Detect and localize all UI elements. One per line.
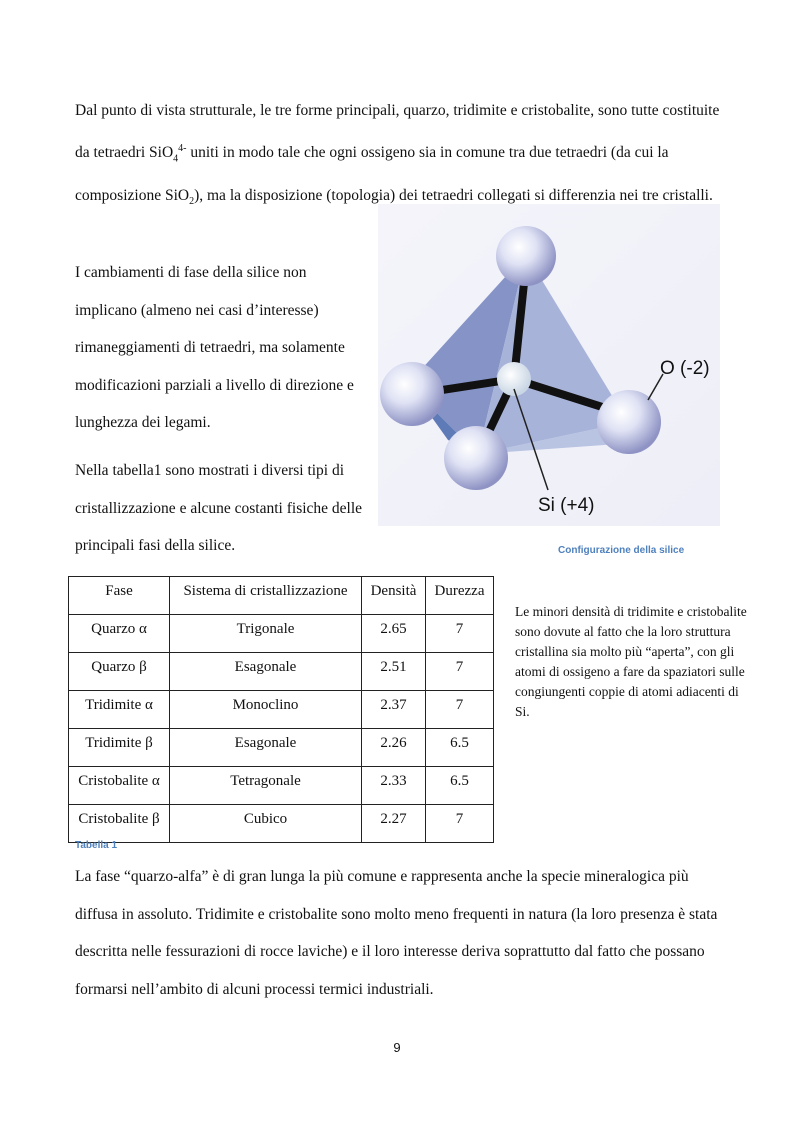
table-row [69,729,494,767]
table-cell: 2.33 [362,767,426,805]
table-cell: 2.51 [362,653,426,691]
table-cell: 2.26 [362,729,426,767]
table-cell: Cristobalite α [69,767,170,805]
table-cell: Tridimite α [69,691,170,729]
paragraph-structure-text-1: Dal punto di vista strutturale, le tre forme principali, quarzo, tridimite e cristobalite, sono tutte costituite da tetraedri SiO [75,102,720,161]
table-cell: Tridimite β [69,729,170,767]
oxygen-atom-left [380,362,444,426]
silica-tetrahedron-figure [378,204,720,526]
table-cell: Quarzo β [69,653,170,691]
superscript-charge: 4- [178,142,187,154]
oxygen-atom-bottom [444,426,508,490]
table-row [69,615,494,653]
table-cell: Trigonale [170,615,362,653]
subscript-2: 2 [189,196,195,208]
table-cell: Esagonale [170,729,362,767]
table-cell: 7 [426,653,494,691]
paragraph-table-intro: Nella tabella1 sono mostrati i diversi tipi di cristallizzazione e alcune costanti fisiche delle principali fasi della silice. [75,462,363,554]
header-densita: Densità [362,577,426,615]
header-durezza: Durezza [426,577,494,615]
paragraph-quartz-alpha: La fase “quarzo-alfa” è di gran lunga la più comune e rappresenta anche la specie mineralogica più diffusa in assoluto. Tridimite e cristobalite sono molto meno frequenti in natura (la loro presenza è stata descritta nelle fessurazioni di rocce laviche) e il loro interesse deriva soprattutto dal fatto che possano formarsi nell’ambito di alcuni processi termici industriali. [75,868,718,998]
paragraph-structure-text-3: ), ma la disposizione (topologia) dei tetraedri collegati si differenzia nei tre cristalli. [194,187,713,205]
table-row [69,691,494,729]
table-row [69,805,494,843]
paragraph-structure [75,92,735,221]
silica-phases-table [68,576,494,843]
paragraph-structure-text-2: uniti in modo tale che ogni ossigeno sia in comune tra due tetraedri (da cui la composizione SiO [75,143,669,205]
tetrahedron-svg [378,204,720,526]
density-side-note: Le minori densità di tridimite e cristobalite sono dovute al fatto che la loro struttura cristallina sia molto più “aperta”, con gli atomi di ossigeno a fare da spaziatori sulle congiungenti coppie di atomi adiacenti di Si. [515,603,747,719]
silicon-label: Si (+4) [538,495,595,516]
table-cell: 2.27 [362,805,426,843]
subscript-4: 4 [173,152,179,164]
table-cell: 6.5 [426,767,494,805]
table-cell: Esagonale [170,653,362,691]
oxygen-atom-right [597,390,661,454]
table-cell: 6.5 [426,729,494,767]
table-row [69,653,494,691]
figure-caption: Configurazione della silice [558,545,685,556]
table-row [69,767,494,805]
table-cell: Monoclino [170,691,362,729]
table-cell: Cristobalite β [69,805,170,843]
header-sistema: Sistema di cristallizzazione [170,577,362,615]
table-cell: 7 [426,615,494,653]
table-header-row [69,577,494,615]
table-caption: Tabella 1 [75,840,118,851]
paragraph-phase-changes: I cambiamenti di fase della silice non implicano (almeno nei casi d’interesse) rimaneggiamenti di tetraedri, ma solamente modificazioni parziali a livello di direzione e lunghezza dei legami. [75,264,354,431]
table-cell: 7 [426,805,494,843]
table-cell: 2.37 [362,691,426,729]
table-cell: Tetragonale [170,767,362,805]
header-fase: Fase [69,577,170,615]
table-cell: Cubico [170,805,362,843]
oxygen-atom-top [496,226,556,286]
page-number: 9 [393,1040,401,1055]
oxygen-label: O (-2) [660,358,710,379]
table-cell: 7 [426,691,494,729]
table-cell: Quarzo α [69,615,170,653]
table-cell: 2.65 [362,615,426,653]
